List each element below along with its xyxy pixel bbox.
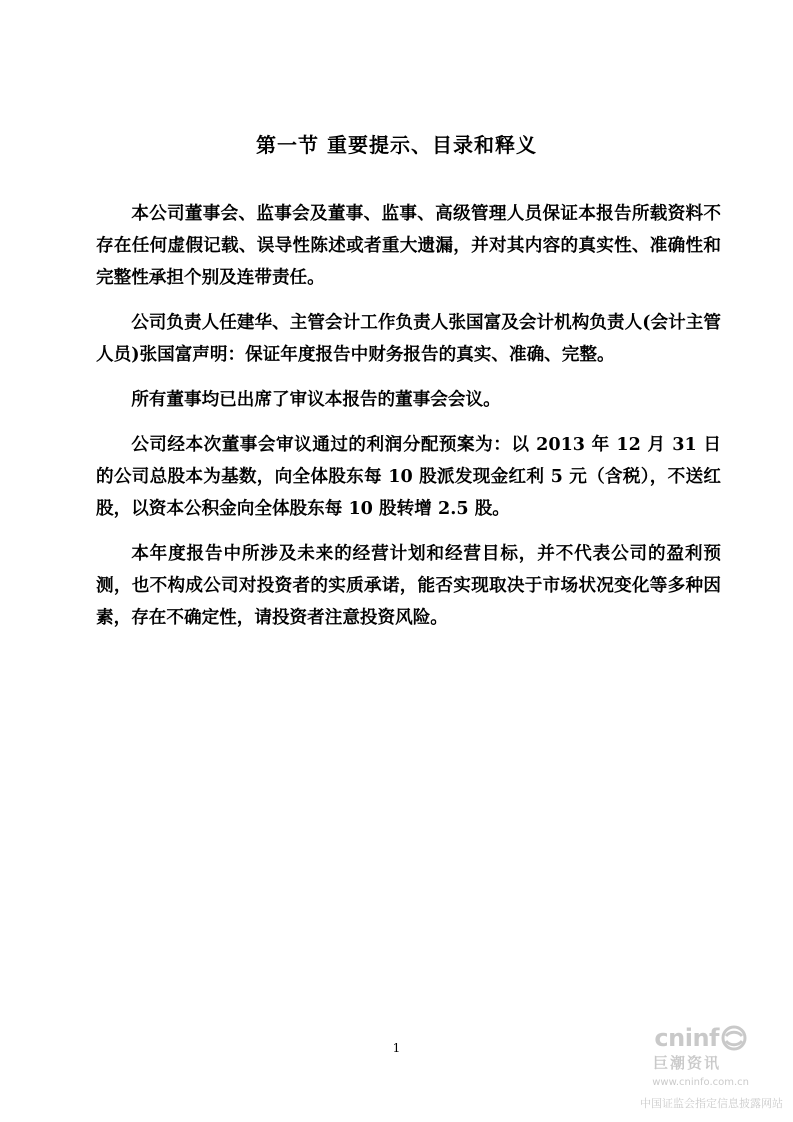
watermark-brand: cninf [654, 1024, 719, 1052]
body-text [96, 198, 721, 647]
watermark-brand-cn: 巨潮资讯 [652, 1054, 721, 1072]
cninfo-watermark [583, 1020, 783, 1120]
cninfo-swirl-logo-icon [721, 1025, 747, 1051]
paragraph-board-attendance: 所有董事均已出席了审议本报告的董事会会议。 [131, 389, 501, 410]
watermark-url: www.cninfo.com.cn [652, 1077, 749, 1088]
watermark-logo [654, 1024, 747, 1052]
paragraph-responsibility-statement: 本公司董事会、监事会及董事、监事、高级管理人员保证本报告所载资料不存在任何虚假记载、误导性陈述或者重大遗漏，并对其内容的真实性、准确性和完整性承担个别及连带责任。 [96, 203, 721, 288]
section-title: 第一节 重要提示、目录和释义 [256, 133, 537, 157]
page-number: 1 [392, 1041, 401, 1055]
paragraph-profit-distribution: 公司经本次董事会审议通过的利润分配预案为：以 2013 年 12 月 31 日的公司总股本为基数，向全体股东每 10 股派发现金红利 5 元（含税），不送红股，以资本公积金向全体股东每 10 股转增 2.5 股。 [96, 434, 721, 519]
paragraph-risk-disclaimer: 本年度报告中所涉及未来的经营计划和经营目标，并不代表公司的盈利预测，也不构成公司对投资者的实质承诺，能否实现取决于市场状况变化等多种因素，存在不确定性，请投资者注意投资风险。 [96, 543, 721, 628]
watermark-tagline: 中国证监会指定信息披露网站 [640, 1097, 783, 1110]
paragraph-financial-declaration: 公司负责人任建华、主管会计工作负责人张国富及会计机构负责人(会计主管人员)张国富声明：保证年度报告中财务报告的真实、准确、完整。 [96, 312, 721, 365]
